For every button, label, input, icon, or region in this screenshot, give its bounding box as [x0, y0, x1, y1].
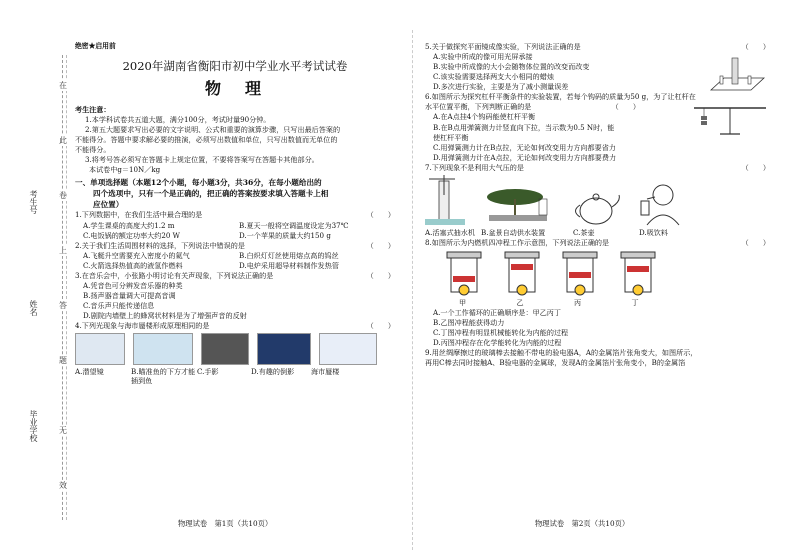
- q1-d: D.一个苹果的质量大约150 g: [239, 230, 331, 240]
- subject-title: 物 理: [204, 78, 265, 98]
- engine-label: 甲: [459, 297, 467, 307]
- q8-b: B.乙图冲程能获得动力: [433, 318, 505, 328]
- q5-c: C.该实验需要选择两支大小相同的蜡烛: [433, 72, 554, 82]
- q8-c: C.丁图冲程有明显机械能转化为内能的过程: [433, 328, 569, 338]
- side-char: 答: [59, 301, 67, 310]
- q2-d: D.电炉采用超导材料制作发热管: [239, 260, 339, 270]
- q8-a: A.一个工作循环的正确顺序是：甲乙丙丁: [433, 308, 561, 317]
- page-divider: [412, 30, 413, 550]
- left-page: [75, 42, 395, 386]
- q9-stem: 9.用丝绸摩擦过的玻璃棒去接触不带电的验电器A，A的金属箔片张角变大，如图所示，: [425, 348, 698, 358]
- q4-stem: 4.下列光现象与海市蜃楼形成原理相同的是 （ ）: [75, 321, 395, 331]
- q2-options-ab: [75, 251, 395, 261]
- q4-c: C.手影: [197, 367, 219, 377]
- q9-stem-2: 再用C棒去同时接触A、B验电器的金属球，发现A的金属箔片张角变小，B的金属箔: [425, 358, 686, 368]
- side-char: 此: [59, 136, 67, 145]
- teapot-image: [571, 185, 621, 227]
- engine-figure-jia: [445, 250, 483, 298]
- side-char: 效: [59, 481, 67, 490]
- q2-b: B.白炽灯灯丝使用熔点高的钨丝: [239, 250, 339, 260]
- q8-engine-images: [425, 250, 770, 298]
- q3-b: B.扬声器音量调大可提高音调: [83, 290, 176, 300]
- lever-figure: [690, 98, 770, 138]
- notes-item: 3.将考号答必须写在答题卡上规定位置，不要将答案写在答题卡其他部分。: [85, 155, 319, 164]
- side-char: 卷: [59, 191, 67, 200]
- q3-stem: 3.在音乐会中，小张路小明讨论有关声现象，下列说法正确的是 （ ）: [75, 270, 395, 280]
- q6-body: [425, 112, 770, 162]
- q3-c: C.音乐声只能传递信息: [83, 301, 155, 311]
- notes-item: 2.第五大题要求写出必要的文字说明、公式和重要的演算步骤，只写出最后答案的: [85, 124, 341, 134]
- q7-b: B.盆景自动供水装置: [481, 227, 546, 237]
- q2-c: C.火箭选择热值高的液氢作燃料: [83, 260, 183, 270]
- q8-d: D.丙图冲程存在化学能转化为内能的过程: [433, 338, 562, 348]
- q5-d: D.多次进行实验，主要是为了减小测量误差: [433, 82, 569, 92]
- q2-stem: 2.关于我们生活周围材料的选择，下列说法中错误的是 （ ）: [75, 240, 395, 250]
- q5-b: B.实验中所成像的大小会随物体位置的改变而改变: [433, 62, 590, 72]
- q4-d: D.有趣的倒影: [251, 367, 295, 377]
- q4-b: B.瞄准鱼的下方才能插到鱼: [131, 367, 196, 386]
- drinking-image: [639, 181, 685, 227]
- q7-stem: 7.下列现象不是利用大气压的是 （ ）: [425, 162, 770, 172]
- q5-body: [425, 52, 770, 92]
- notes-item: 不能得分。答题中要求解必要的推演，必须写出数值和单位，只写出数值而无单位的: [75, 134, 338, 144]
- fishing-image: [133, 333, 193, 365]
- student-no-label: 考生号: [29, 190, 38, 214]
- q1-stem: 1.下列数据中，在我们生活中最合理的是 （ ）: [75, 210, 395, 220]
- q4-labels: [75, 367, 395, 385]
- binding-line-inner: [66, 55, 67, 520]
- reflection-image: [257, 333, 311, 365]
- section-title-3: 应位置）: [93, 199, 124, 209]
- notes-item: 不能得分。: [75, 144, 111, 154]
- side-char: 题: [59, 356, 67, 365]
- q1-c: C.电饭锅的额定功率大约20 W: [83, 230, 180, 240]
- q7-a: A.活塞式抽水机: [425, 227, 475, 237]
- notes-item: 本试卷中g＝10N／kg: [89, 165, 161, 175]
- engine-label: 丁: [631, 297, 639, 307]
- periscope-image: [75, 333, 125, 365]
- engine-label: 乙: [516, 297, 524, 307]
- q6-a: A.在A点挂4个钩码能使杠杆平衡: [433, 112, 536, 122]
- engine-figure-bing: [561, 250, 599, 298]
- name-label: 姓名: [29, 300, 38, 316]
- q7-images: [425, 175, 770, 227]
- side-char: 上: [59, 246, 67, 255]
- notes-item: 1.本学科试卷共五道大题，满分100分，考试时量90分钟。: [85, 114, 271, 124]
- section-title-2: 四个选项中，只有一个是正确的，把正确的答案按要求填入答题卡上相: [93, 188, 329, 198]
- q7-c: C.茶壶: [573, 227, 595, 237]
- q6-d: D.用弹簧测力计在A点拉，无论如何改变用力方向都要费力: [433, 152, 617, 162]
- bonsai-image: [483, 185, 553, 227]
- side-char: 无: [59, 426, 67, 435]
- engine-label: 丙: [574, 297, 582, 307]
- q3-d: D.剧院内墙壁上的蜂窝状材料是为了增强声音的反射: [83, 311, 247, 321]
- school-label: 毕业学校: [29, 410, 38, 442]
- engine-figure-yi: [503, 250, 541, 298]
- q4-a: A.潜望镜: [75, 367, 104, 377]
- engine-figure-ding: [619, 250, 657, 298]
- q6-b: B.在B点用弹簧测力计竖直向下拉，当示数为0.5 N时，能: [433, 122, 615, 132]
- q6-c: C.用弹簧测力计在B点拉，无论如何改变用力方向都要省力: [433, 142, 616, 152]
- section-title: 一、单项选择题（本题12个小题，每小题3分，共36分，在每小题给出的: [75, 178, 322, 188]
- q4-e: 海市蜃楼: [311, 367, 340, 377]
- q1-options-ab: [75, 221, 395, 231]
- q7-d: D.吸饮料: [639, 227, 668, 237]
- q2-a: A.飞艇升空需要充入密度小的氦气: [83, 250, 190, 260]
- right-page: [425, 42, 770, 368]
- exam-title: 2020年湖南省衡阳市初中学业水平考试试卷: [122, 58, 348, 73]
- q8-labels: [425, 298, 689, 308]
- q8-stem: 8.如图所示为内燃机四冲程工作示意图，下列说法正确的是 （ ）: [425, 237, 770, 247]
- q1-a: A.学生课桌的高度大约1.2 m: [83, 220, 175, 230]
- footer-left: 物理试卷 第1页（共10页）: [178, 519, 273, 528]
- q7-labels: [425, 228, 770, 238]
- secret-mark: 绝密★启用前: [75, 42, 116, 50]
- binding-line: [62, 55, 63, 520]
- q1-options-cd: [75, 231, 395, 241]
- hand-shadow-image: [201, 333, 249, 365]
- mirage-image: [319, 333, 377, 365]
- footer-right: 物理试卷 第2页（共10页）: [535, 519, 630, 528]
- notes-title: 考生注意：: [75, 104, 111, 114]
- q2-options-cd: [75, 261, 395, 271]
- side-char: 在: [59, 81, 67, 90]
- q6-stem-2: 水平位置平衡，下列判断正确的是 （ ）: [425, 102, 640, 112]
- q5-a: A.实验中所成的像可用光屏承接: [433, 52, 533, 62]
- q3-a: A.凭音色可分辨发音乐器的种类: [83, 280, 183, 290]
- q6-b-cont: 使杠杆平衡: [433, 132, 469, 142]
- q4-images: [75, 333, 395, 365]
- q5-stem: 5.关于做探究平面镜成像实验，下列说法正确的是 （ ）: [425, 42, 770, 51]
- q6-stem: 6.如图所示为探究杠杆平衡条件的实验装置，若每个钩码的质量为50 g，为了让杠杆在: [425, 92, 696, 102]
- q1-b: B.夏天一般将空调温度设定为37℃: [239, 220, 349, 230]
- piston-pump-image: [425, 175, 465, 227]
